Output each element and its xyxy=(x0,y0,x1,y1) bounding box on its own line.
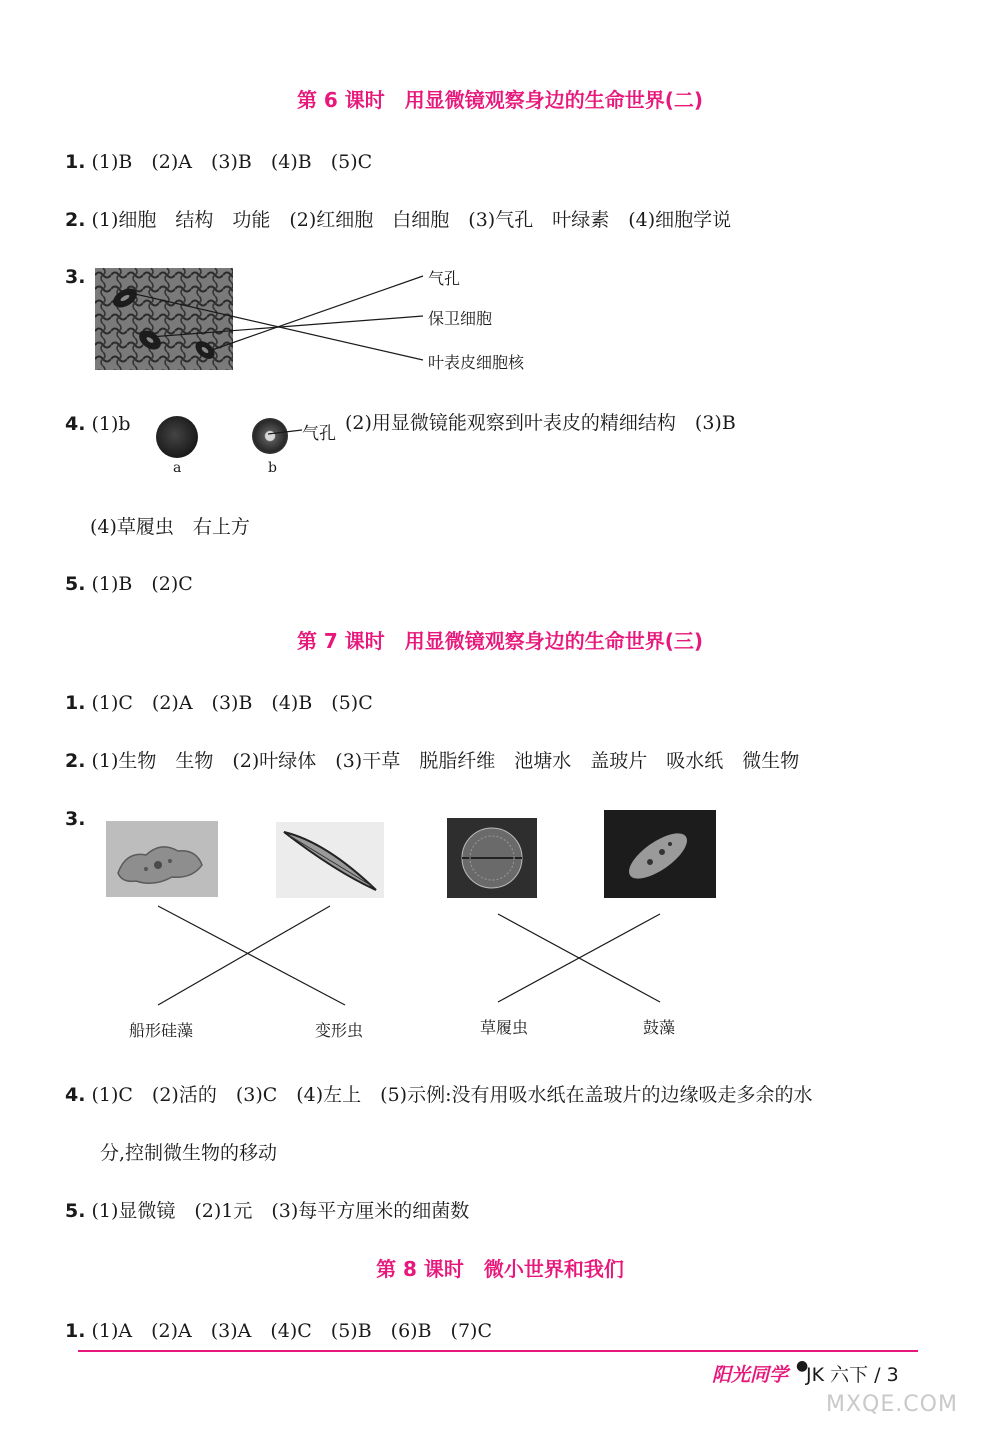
answer-text: (1)C (2)A (3)B (4)B (5)C xyxy=(91,692,373,714)
specimen-a-image xyxy=(156,416,198,458)
l7-q4 xyxy=(65,1080,813,1107)
lesson7-title: 第 7 课时 用显微镜观察身边的生命世界(三) xyxy=(296,629,704,653)
question-number: 3. xyxy=(65,266,86,288)
question-number: 3. xyxy=(65,808,86,830)
paramecium-image xyxy=(604,810,716,898)
answer-text: (1)b xyxy=(91,413,131,435)
answer-text: (2)用显微镜能观察到叶表皮的精细结构 (3)B xyxy=(345,412,736,434)
answer-text: (4)草履虫 右上方 xyxy=(90,516,250,538)
question-number: 5. xyxy=(65,573,86,595)
specimen-a-label: a xyxy=(173,460,182,476)
l6-q1 xyxy=(65,147,372,174)
diatom-image xyxy=(276,822,384,898)
label-boat-diatom: 船形硅藻 xyxy=(129,1021,194,1040)
lesson8-title: 第 8 课时 微小世界和我们 xyxy=(376,1257,624,1281)
question-number: 1. xyxy=(65,151,86,173)
label-stoma: 气孔 xyxy=(428,269,461,288)
l7-q2 xyxy=(65,746,799,773)
answer-text: (1)细胞 结构 功能 (2)红细胞 白细胞 (3)气孔 叶绿素 (4)细胞学说 xyxy=(91,209,732,231)
l6-q3 xyxy=(65,266,91,288)
l6-q4-part3 xyxy=(90,512,250,539)
label-paramecium: 草履虫 xyxy=(480,1018,529,1037)
label-amoeba: 变形虫 xyxy=(315,1021,364,1040)
answer-text: (1)B (2)A (3)B (4)B (5)C xyxy=(91,151,373,173)
desmid-image xyxy=(447,818,537,898)
specimen-b-image xyxy=(252,418,288,454)
label-guard-cell: 保卫细胞 xyxy=(428,309,493,328)
label-desmid: 鼓藻 xyxy=(643,1018,676,1037)
specimen-b-stoma-label: 气孔 xyxy=(302,424,336,444)
amoeba-image xyxy=(106,821,218,897)
l6-q4-part2 xyxy=(345,408,736,435)
question-number: 1. xyxy=(65,1320,86,1342)
question-number: 4. xyxy=(65,1084,86,1106)
watermark: MXQE.COM xyxy=(826,1392,958,1417)
l8-q1 xyxy=(65,1316,492,1343)
l6-q4 xyxy=(65,413,131,435)
question-number: 2. xyxy=(65,750,86,772)
answer-text: (1)A (2)A (3)A (4)C (5)B (6)B (7)C xyxy=(91,1320,493,1342)
question-number: 2. xyxy=(65,209,86,231)
question-number: 5. xyxy=(65,1200,86,1222)
page-number: JK 六下 / 3 xyxy=(806,1364,899,1386)
brand-logo: 阳光同学 xyxy=(712,1364,789,1386)
brand-dot-icon: ● xyxy=(796,1358,809,1374)
l7-q3 xyxy=(65,808,91,830)
l7-q4-cont xyxy=(100,1138,277,1165)
question-number: 1. xyxy=(65,692,86,714)
footer-rule xyxy=(78,1350,918,1352)
l7-q1 xyxy=(65,688,373,715)
answer-text: (1)B (2)C xyxy=(91,573,193,595)
question-number: 4. xyxy=(65,413,86,435)
l6-q5 xyxy=(65,569,193,596)
answer-text: (1)生物 生物 (2)叶绿体 (3)干草 脱脂纤维 池塘水 盖玻片 吸水纸 微生物 xyxy=(91,750,800,772)
answer-text: 分,控制微生物的移动 xyxy=(100,1142,278,1164)
l6-q2 xyxy=(65,205,731,232)
label-epidermis-nucleus: 叶表皮细胞核 xyxy=(428,353,525,372)
l7-q5 xyxy=(65,1196,469,1223)
leaf-epidermis-image xyxy=(95,268,233,370)
answer-text: (1)显微镜 (2)1元 (3)每平方厘米的细菌数 xyxy=(91,1200,470,1222)
answer-text: (1)C (2)活的 (3)C (4)左上 (5)示例:没有用吸水纸在盖玻片的边缘吸走多余的水 xyxy=(91,1084,813,1106)
lesson6-title: 第 6 课时 用显微镜观察身边的生命世界(二) xyxy=(296,88,704,112)
specimen-b-label: b xyxy=(268,460,277,476)
